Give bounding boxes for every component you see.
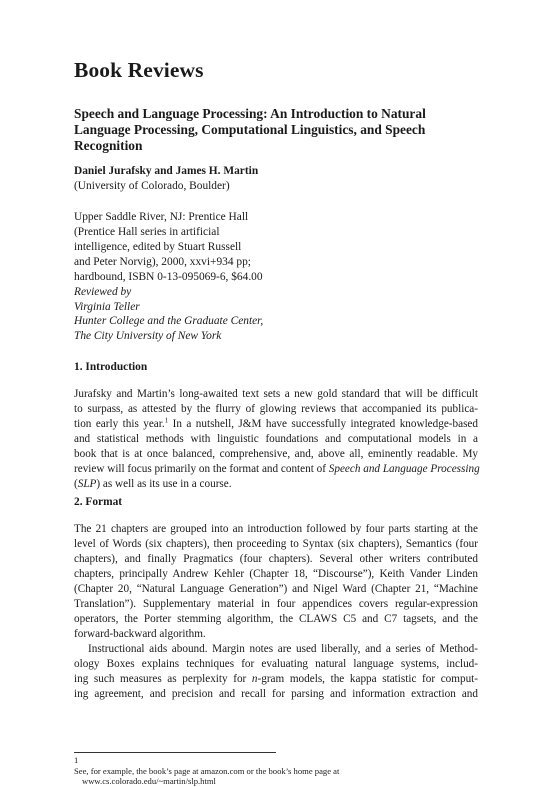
paragraph-line: (Chapter 20, “Natural Language Generation”) and Nigel Ward (Chapter 21, “Machine (74, 583, 478, 595)
book-authors: Daniel Jurafsky and James H. Martin (74, 165, 259, 177)
footnote-url: www.cs.colorado.edu/~martin/slp.html (82, 776, 216, 786)
paragraph-line: book that is at once balanced, comprehensive, and, above all, eminently readable. My (74, 448, 478, 460)
book-title-line: Language Processing, Computational Linguistics, and Speech (74, 122, 426, 137)
book-title (74, 106, 478, 154)
format-paragraph (74, 522, 478, 702)
paragraph-line: to surpass, as attested by the flurry of glowing reviews that accompanied its publica- (74, 403, 478, 415)
reviewer-block (74, 285, 263, 343)
paragraph-line: forward-backward algorithm. (74, 628, 206, 640)
footnote-line: 1 See, for example, the book’s page at amazon.com or the book’s home page at (74, 755, 340, 776)
reviewer-institution: The City University of New York (74, 329, 222, 342)
reviewer-institution: Hunter College and the Graduate Center, (74, 315, 264, 327)
paragraph-line: Instructional aids abound. Margin notes are used liberally, and a series of Method- (88, 643, 478, 655)
paragraph-line: ology Boxes explains techniques for evaluating natural language systems, includ- (74, 658, 478, 670)
paragraph-line: chapters), and finally Pragmatics (four chapters). Several other writers contributed (74, 553, 478, 565)
footnote-divider (74, 752, 276, 753)
paragraph-line: Jurafsky and Martin’s long-awaited text sets a new gold standard that will be difficult (74, 388, 478, 400)
section-header: Book Reviews (74, 58, 204, 82)
paragraph-line: review will focus primarily on the format and content of Speech and Language Processing (74, 463, 480, 475)
paragraph-line: tion early this year.$^1$ In a nutshell, J&M have successfully integrated knowledge-based (74, 416, 478, 430)
book-title-line: Speech and Language Processing: An Introduction to Natural (74, 106, 426, 121)
publication-info (74, 210, 263, 285)
paragraph-line: chapters, principally Andrew Kehler (Chapter 18, “Discourse”), Keith Vander Linden (74, 568, 478, 580)
paragraph-line: The 21 chapters are grouped into an introduction followed by four parts starting at the (74, 523, 478, 535)
publication-line: (Prentice Hall series in artificial (74, 226, 220, 238)
author-affiliation: (University of Colorado, Boulder) (74, 180, 230, 192)
footnote (74, 755, 478, 787)
reviewer-name: Virginia Teller (74, 300, 140, 313)
paragraph-line: and statistical methods with linguistic foundations and computational models in a (74, 433, 478, 445)
paragraph-line: ing such measures as perplexity for n-gram models, the kappa statistic for comput- (74, 673, 478, 685)
paragraph-line: ing agreement, and precision and recall for parsing and information extraction and (74, 688, 478, 700)
publication-line: and Peter Norvig), 2000, xxvi+934 pp; (74, 256, 251, 268)
paragraph-line: (SLP) as well as its use in a course. (74, 478, 232, 490)
heading-format: 2. Format (74, 496, 123, 508)
reviewed-by-label: Reviewed by (74, 286, 132, 298)
paragraph-line: operators, the Porter stemming algorithm, the CLAWS C5 and C7 tagsets, and the (74, 613, 478, 625)
paragraph-line: level of Words (six chapters), then proceeding to Syntax (six chapters), Semantics (four (74, 538, 478, 550)
paragraph-line: Translation”). Supplementary material in four appendices covers regular-expression (74, 598, 478, 610)
publication-line: hardbound, ISBN 0-13-095069-6, $64.00 (74, 271, 263, 283)
heading-introduction: 1. Introduction (74, 361, 148, 373)
publication-line: Upper Saddle River, NJ: Prentice Hall (74, 211, 249, 223)
publication-line: intelligence, edited by Stuart Russell (74, 241, 242, 253)
footnote-ref: 1 (164, 416, 169, 425)
introduction-paragraph (74, 387, 478, 492)
book-title-line: Recognition (74, 138, 143, 153)
